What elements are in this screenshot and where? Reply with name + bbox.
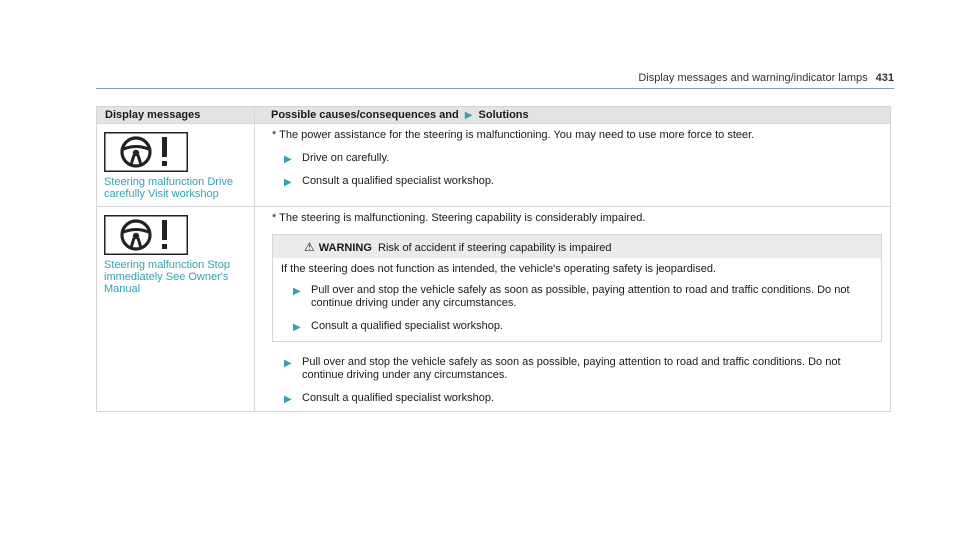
solution-step [272,152,882,165]
warning-box-header [273,235,881,258]
warning-step [281,320,873,333]
message-cell [97,207,255,412]
warning-step-text: Pull over and stop the vehicle safely as soon as possible, paying attention to road and traffic conditions. Do not continue driving under any circumstances. [311,284,850,309]
table-row [97,124,891,207]
page-header [96,72,894,86]
warning-text: If the steering does not function as intended, the vehicle's operating safety is jeopardised. [281,263,717,275]
col-header-solutions: Solutions [478,109,529,121]
warning-box-body [273,258,881,341]
causes-cell [255,124,891,207]
header-title: Display messages and warning/indicator lamps [638,72,868,84]
display-message-text: Steering malfunction Stop immediately See Owner's Manual [104,259,230,295]
header-divider [96,88,894,89]
solution-step-text: Consult a qualified specialist workshop. [302,175,494,187]
solution-steps [272,356,882,405]
solution-step [272,175,882,188]
arrow-right-icon: ▶ [293,286,301,297]
solution-step [272,392,882,405]
warning-step [281,284,873,310]
warning-box [272,234,882,342]
arrow-right-icon: ▶ [293,322,301,333]
cause-text: * The steering is malfunctioning. Steering capability is considerably impaired. [272,212,646,224]
causes-cell [255,207,891,412]
solution-step [272,356,882,382]
display-message-text: Steering malfunction Drive carefully Visit workshop [104,176,234,200]
solution-step-text: Pull over and stop the vehicle safely as soon as possible, paying attention to road and traffic conditions. Do not continue driving under any circumstances. [302,356,841,381]
solution-step-text: Drive on carefully. [302,152,390,164]
warning-triangle-icon: ⚠ [304,240,315,254]
solution-step-text: Consult a qualified specialist workshop. [302,392,494,404]
arrow-right-icon: ▶ [284,177,292,188]
display-messages-table [96,106,891,412]
message-cell [97,124,255,207]
steering-wheel-warning-icon [104,132,188,172]
col-header-display-messages: Display messages [97,107,255,124]
table-header-row [97,107,891,124]
col-header-causes [255,107,891,124]
table-row [97,207,891,412]
arrow-right-icon: ▶ [464,110,473,121]
page-number: 431 [875,72,894,84]
arrow-right-icon: ▶ [284,394,292,405]
cause-text: * The power assistance for the steering is malfunctioning. You may need to use more force to steer. [272,129,755,141]
warning-label: WARNING [318,242,372,254]
arrow-right-icon: ▶ [284,154,292,165]
warning-title: Risk of accident if steering capability is impaired [378,242,612,254]
warning-step-text: Consult a qualified specialist workshop. [311,320,503,332]
arrow-right-icon: ▶ [284,358,292,369]
col-header-causes-text: Possible causes/consequences and [271,109,459,121]
steering-wheel-warning-icon [104,215,188,255]
